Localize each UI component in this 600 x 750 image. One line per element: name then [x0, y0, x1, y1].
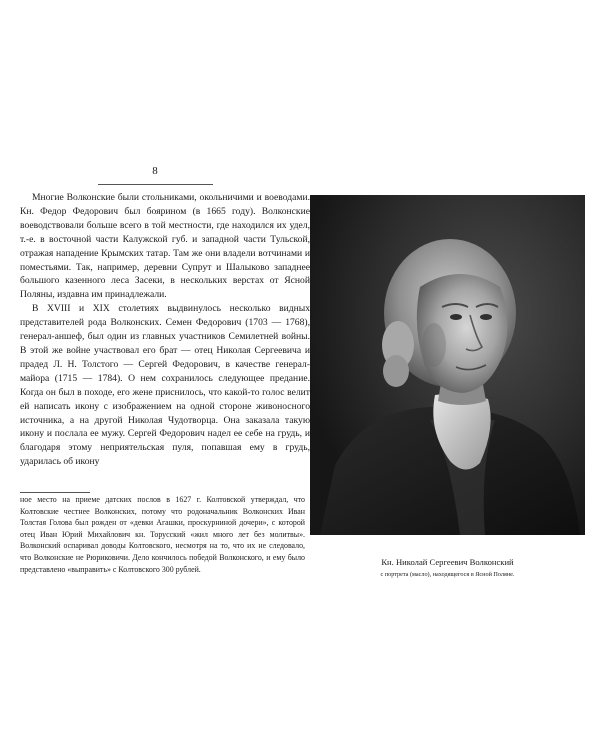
- footnote-paragraph: ное место на приеме датских послов в 1627 г. Колтовской утверждал, что Колтовские честнее Волконских, потому что родоначальник Волконских Иван Толстая Голова был рожден от «девки Агашки, проскурниной дочери», с которой отец Иван Юрий Михайлович кн. Торусский «жил много лет без молитвы». Волконский оспаривал доводы Колтовского, несмотря на то, что их не следовало, что Волконские не Рюриковичи. Дело кончилось победой Волконского, и ему было представлено «выправить» с Колтовского 300 рублей.: [20, 495, 305, 574]
- portrait-illustration: [310, 195, 585, 535]
- portrait-caption-subtitle: с портрета (масло), находящегося в Ясной Поляне.: [380, 571, 515, 578]
- footnote-rule: [20, 492, 90, 493]
- portrait-image: [310, 195, 585, 535]
- page-number-rule: [98, 184, 213, 185]
- body-text: [20, 191, 310, 469]
- portrait-caption-title: Кн. Николай Сергеевич Волконский: [381, 557, 514, 567]
- paragraph-1: Многие Волконские были стольниками, окольничими и воеводами. Кн. Федор Федорович был боярином (в 1665 году). Волконские воеводствовали больше всего в той местности, где находился их удел, т.-е. в восточной части Калужской губ. и западной части Тульской, отражая нападение Крымских татар. Там же они владели вотчинами и поместьями. Так, например, деревни Супрут и Шалыково западнее большого казенного леса Засеки, в нескольких верстах от Ясной Поляны, издавна им принадлежали.: [20, 192, 310, 301]
- paragraph-2: В XVIII и XIX столетиях выдвинулось несколько видных представителей рода Волконских. Семен Федорович (1703 — 1768), генерал-аншеф, был один из главных участников Семилетней войны. В этой же войне участвовал его брат — отец Николая Сергеевича и прадед Л. Н. Толстого — Сергей Федорович, в качестве генерал-майора (1715 — 1784). О нем сохранилось следующее предание. Когда он был в походе, его жене приснилось, что какой-то голос велит ей написать икону с изображением на одной стороне живоносного источника, а на другой Николая Чудотворца. Она заказала такую икону и послала ее мужу. Сергей Федорович надел ее себе на грудь, и благодаря этому неприятельская пуля, попавшая ему в грудь, ударилась об икону: [20, 303, 310, 468]
- page-number: 8: [152, 165, 158, 177]
- footnote: [20, 494, 305, 575]
- right-page: [300, 0, 600, 750]
